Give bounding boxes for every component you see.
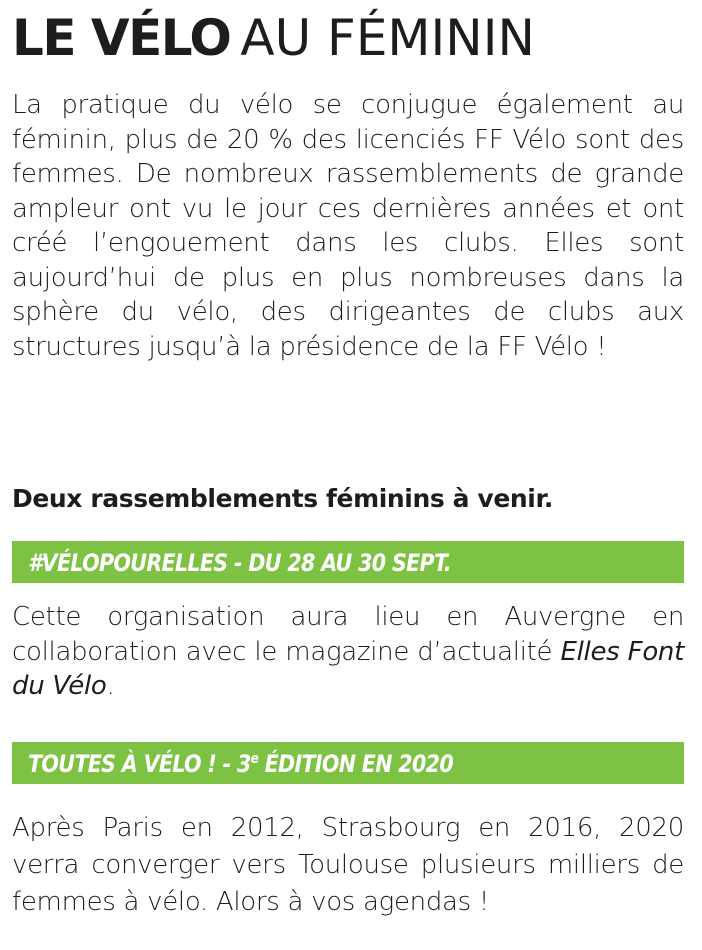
section-velopourelles-text-end: . (106, 671, 115, 701)
intro-paragraph: La pratique du vélo se conjugue également au féminin, plus de 20 % des licenciés FF Vélo sont des femmes. De nombreux rassemblements de grande ampleur ont vu le jour ces dernières années et ont créé l’engouement dans les clubs. Elles sont aujourd’hui de plus en plus nombreuses dans la sphère du vélo, des dirigeantes de clubs aux structures jusqu’à la présidence de la FF Vélo ! (12, 90, 684, 362)
section-velopourelles (12, 600, 684, 704)
section-heading-band-toutes-a-velo (12, 742, 684, 784)
section-velopourelles-text (12, 600, 684, 704)
title-bold: LE VÉLO (12, 9, 231, 67)
title-light: AU FÉMININ (240, 9, 535, 67)
section-toutes-a-velo (12, 810, 684, 921)
section-heading-band-velopourelles (12, 541, 684, 583)
section-velopourelles-text-main: Cette organisation aura lieu en Auvergne en collaboration avec le magazine d’actualité (12, 602, 684, 667)
subheading: Deux rassemblements féminins à venir. (12, 484, 553, 513)
section-toutes-a-velo-text: Après Paris en 2012, Strasbourg en 2016, 2020 verra converger vers Toulouse plusieurs milliers de femmes à vélo. Alors à vos agendas ! (12, 813, 684, 917)
section-heading-toutes-a-velo-end: ÉDITION EN 2020 (258, 750, 454, 778)
section-heading-toutes-a-velo-main: TOUTES À VÉLO ! - 3 (28, 750, 251, 778)
section-heading-toutes-a-velo (28, 742, 453, 786)
intro-block (12, 88, 684, 364)
section-heading-velopourelles: #VÉLOPOURELLES - DU 28 AU 30 SEPT. (28, 549, 452, 577)
ordinal-superscript: e (250, 751, 259, 767)
article-title (12, 0, 535, 76)
magazine-title: Elles Font du Vélo (12, 636, 685, 701)
